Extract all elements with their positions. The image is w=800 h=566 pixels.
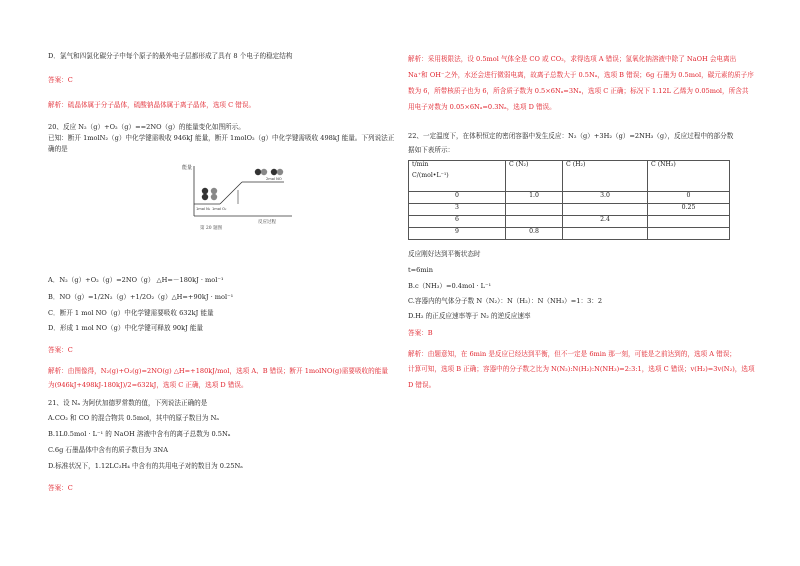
reactant-n2-label: 1mol N₂ [196, 207, 211, 211]
explanation-20-line1: 解析：由图像得，N₂(g)+O₂(g)=2NO(g) △H=+180kJ/mol，选项 A、B 错误；断开 1molNO(g)需要吸收的能量 [48, 367, 388, 375]
question-21-stem: 21、设 Nₐ 为阿伏加德罗常数的值，下列说法正确的是 [48, 399, 208, 407]
question-21-option-d: D.标准状况下，1.12LC₂H₄ 中含有的共用电子对的数目为 0.25Nₐ [48, 462, 243, 470]
table-header: C (NH₃) [648, 161, 730, 192]
question-21-option-c: C.6g 石墨晶体中含有的质子数目为 3NA [48, 446, 168, 454]
explanation-21-line3: 数为 6，所带核质子也为 6，所含质子数为 0.5×6Nₐ=3Nₐ，选项 C 正确；标况下 1.12L 乙烯为 0.05mol，所含共 [408, 87, 749, 95]
table-cell: 9 [409, 228, 506, 240]
question-21-option-a: A.CO₂ 和 CO 的混合物共 0.5mol，其中的原子数目为 Nₐ [48, 414, 219, 422]
table-row [409, 228, 730, 240]
question-20-stem: 20、反应 N₂（g）+O₂（g）==2NO（g）的能量变化如图所示。 [48, 123, 245, 131]
table-row [409, 204, 730, 216]
product-no-label: 2mol NO [266, 177, 282, 181]
table-header: C (N₂) [506, 161, 563, 192]
explanation-21-line4: 用电子对数为 0.05×6Nₐ=0.3Nₐ，选项 D 错误。 [408, 103, 556, 111]
corner-top-label: t/min [412, 161, 429, 168]
question-19-option-d: D．氯气和四氯化碳分子中每个原子的最外电子层都形成了具有 8 个电子的稳定结构 [48, 52, 293, 60]
answer-21: 答案：C [48, 484, 73, 492]
table-cell: 2.4 [563, 216, 648, 228]
explanation-22-line1: 解析：由题意知，在 6min 是反应已经达到平衡，但不一定是 6min 那一刻，可能是之前达到的，选项 A 错误； [408, 350, 736, 358]
energy-diagram [180, 160, 300, 230]
table-cell [563, 228, 648, 240]
table-header: C (H₂) [563, 161, 648, 192]
table-row [409, 192, 730, 204]
reaction-axis-label: 反应过程 [258, 220, 276, 225]
answer-20: 答案：C [48, 346, 73, 354]
table-cell: 3.0 [563, 192, 648, 204]
table-cell: 0.8 [506, 228, 563, 240]
question-22-stem: 22、一定温度下，在体积恒定的密闭容器中发生反应：N₂（g）+3H₂（g）=2NH₃（g），反应过程中的部分数 [408, 132, 734, 140]
table-cell: 0 [409, 192, 506, 204]
question-22-option-a: t=6min [408, 266, 433, 274]
table-cell [563, 204, 648, 216]
question-20-option-a: A．N₂（g）+O₂（g）=2NO（g） △H=－180kJ · mol⁻¹ [48, 276, 224, 284]
explanation-22-line3: D 错误。 [408, 381, 436, 389]
question-21-option-b: B.1L0.5mol · L⁻¹ 的 NaOH 溶液中含有的离子总数为 0.5Nₐ [48, 430, 231, 438]
question-20-option-c: C．断开 1 mol NO（g）中化学键需要吸收 632kJ 能量 [48, 309, 214, 317]
explanation-22-line2: 计算可知，选项 B 正确；容器中的分子数之比为 N(N₂):N(H₂):N(NH₃)=2:3:1，选项 C 错误；v(H₂)=3v(N₂)，选项 [408, 365, 755, 373]
corner-bottom-label: C/(mol•L⁻¹) [412, 171, 449, 179]
question-22-option-c: C.容器内的气体分子数 N（N₂）：N（H₂）：N（NH₃）=1：3：2 [408, 297, 603, 305]
data-table-wrapper [408, 160, 768, 240]
question-20-prompt: 确的是 [48, 145, 68, 153]
question-22-intro: 据如下表所示： [408, 146, 455, 154]
explanation-19: 解析：硫晶体属于分子晶体，硫酸钠晶体属于离子晶体，选项 C 错误。 [48, 101, 256, 109]
table-row [409, 216, 730, 228]
question-22-option-b: B.c（NH₃）=0.4mol · L⁻¹ [408, 282, 492, 290]
table-cell [648, 228, 730, 240]
energy-diagram-graphic [180, 160, 300, 230]
table-cell: 0 [648, 192, 730, 204]
energy-axis-label: 能量 [182, 165, 193, 171]
explanation-20-line2: 为(946kJ+498kJ-180kJ)/2=632kJ，选项 C 正确，选项 D 错误。 [48, 381, 248, 389]
question-22-option-d: D.H₂ 的正反应速率等于 N₂ 的逆反应速率 [408, 312, 531, 320]
table-cell: 0.25 [648, 204, 730, 216]
table-header-row [409, 161, 730, 192]
table-cell [648, 216, 730, 228]
question-20-option-b: B．NO（g）=1/2N₂（g）+1/2O₂（g）△H=+90kJ · mol⁻¹ [48, 293, 234, 301]
answer-19: 答案：C [48, 76, 73, 84]
explanation-21-line1: 解析：采用极限法，设 0.5mol 气体全是 CO 或 CO₂，求得选项 A 错误；氢氧化钠溶液中除了 NaOH 会电离出 [408, 55, 737, 63]
table-cell: 3 [409, 204, 506, 216]
table-cell: 6 [409, 216, 506, 228]
table-cell [506, 216, 563, 228]
explanation-21-line2: Na⁺和 OH⁻之外，水还会进行微弱电离，故离子总数大于 0.5Nₐ，选项 B 错误；6g 石墨为 0.5mol，碳元素的质子序 [408, 71, 754, 79]
question-20-option-d: D．形成 1 mol NO（g）中化学键可释放 90kJ 能量 [48, 324, 204, 332]
table-cell [506, 204, 563, 216]
table-corner-cell [409, 161, 506, 192]
reactant-o2-label: 1mol O₂ [212, 207, 227, 211]
table-cell: 1.0 [506, 192, 563, 204]
data-table [408, 160, 730, 240]
question-20-given: 已知：断开 1molN₂（g）中化学键需吸收 946kJ 能量，断开 1molO₂（g）中化学键需吸收 498kJ 能量。下列说法正 [48, 134, 395, 142]
answer-22: 答案：B [408, 329, 433, 337]
question-22-prompt: 反应刚好达到平衡状态时 [408, 250, 481, 258]
figure-caption: 第 20 题图 [200, 226, 223, 231]
